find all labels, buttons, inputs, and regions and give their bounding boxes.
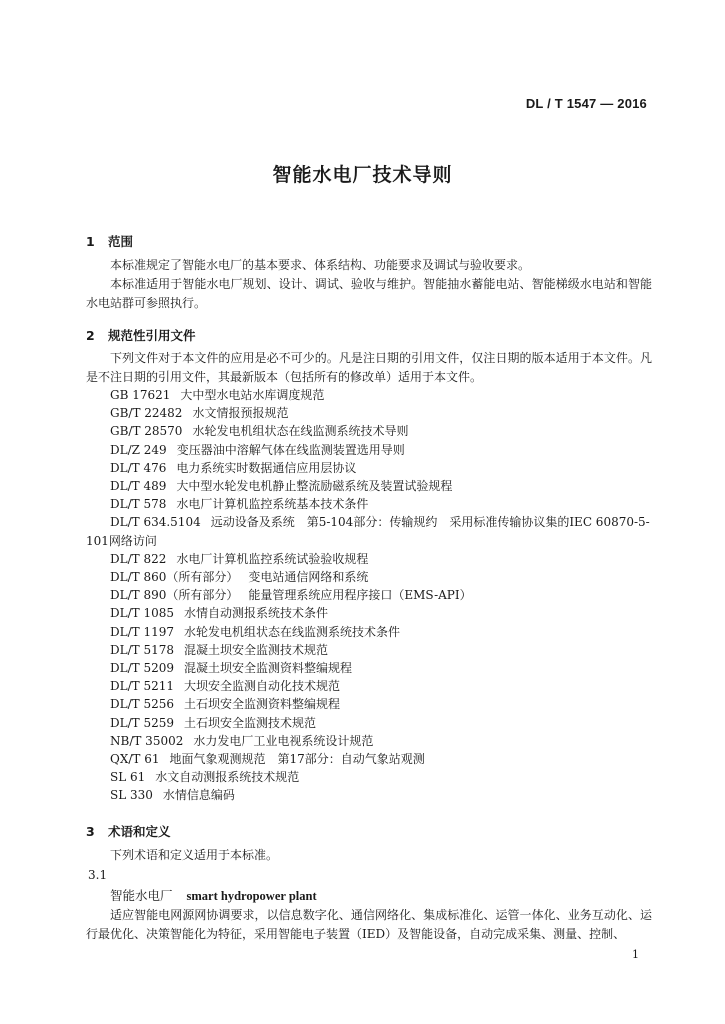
- reference-title: 变压器油中溶解气体在线监测装置选用导则: [176, 442, 405, 457]
- reference-title: 水轮发电机组状态在线监测系统技术条件: [184, 624, 401, 639]
- reference-title: 土石坝安全监测技术规范: [184, 715, 317, 730]
- reference-title: 水力发电厂工业电视系统设计规范: [193, 733, 374, 748]
- reference-item: [86, 422, 656, 440]
- reference-title: 混凝土坝安全监测技术规范: [184, 642, 329, 657]
- reference-list: [86, 386, 656, 805]
- reference-code: DL/T 634.5104: [110, 515, 201, 530]
- reference-code: DL/T 890（所有部分）: [110, 588, 239, 603]
- reference-code: DL/T 5209: [110, 661, 174, 676]
- reference-item: [86, 695, 656, 713]
- reference-code: DL/T 5211: [110, 679, 174, 694]
- section-title: 术语和定义: [108, 824, 171, 839]
- reference-item: [86, 513, 656, 549]
- reference-item: [86, 677, 656, 695]
- reference-item: [86, 641, 656, 659]
- term-definition: 适应智能电网源网协调要求，以信息数字化、通信网络化、集成标准化、运管一体化、业务互动化、运行最优化、决策智能化为特征，采用智能电子装置（IED）及智能设备，自动完成采集、测量、控制、: [86, 908, 652, 941]
- reference-code: DL/Z 249: [110, 442, 167, 457]
- reference-title: 大中型水轮发电机静止整流励磁系统及装置试验规程: [176, 479, 453, 494]
- reference-title: 地面气象观测规范 第17部分：自动气象站观测: [169, 752, 425, 767]
- reference-item: [86, 459, 656, 477]
- terms-intro: 下列术语和定义适用于本标准。: [110, 848, 279, 862]
- reference-item: [86, 714, 656, 732]
- reference-code: DL/T 5256: [110, 697, 174, 712]
- reference-item: [86, 550, 656, 568]
- term-english: smart hydropower plant: [186, 889, 317, 903]
- reference-item: [86, 604, 656, 622]
- reference-code: NB/T 35002: [110, 733, 184, 748]
- scope-paragraph-2: 本标准适用于智能水电厂规划、设计、调试、验收与维护。智能抽水蓄能电站、智能梯级水电站和智能水电站群可参照执行。: [86, 277, 652, 310]
- term-chinese: 智能水电厂: [110, 888, 173, 903]
- reference-code: SL 61: [110, 770, 146, 785]
- reference-title: 大中型水电站水库调度规范: [180, 388, 325, 402]
- reference-item: [86, 404, 656, 422]
- reference-item: [86, 477, 656, 495]
- reference-item: [86, 568, 656, 586]
- reference-title: 远动设备及系统 第5-104部分：传输规约 采用标准传输协议集的IEC 60870-5-101网络访问: [86, 515, 650, 548]
- section-1-heading: [86, 232, 133, 250]
- reference-title: 能量管理系统应用程序接口（EMS-API）: [248, 588, 472, 603]
- scope-paragraph-1: 本标准规定了智能水电厂的基本要求、体系结构、功能要求及调试与验收要求。: [110, 258, 531, 272]
- section-3-heading: [86, 822, 171, 840]
- reference-item: [86, 732, 656, 750]
- reference-title: 混凝土坝安全监测资料整编规程: [184, 661, 353, 676]
- reference-code: DL/T 578: [110, 497, 167, 512]
- section-title: 范围: [108, 234, 134, 249]
- reference-title: 水情信息编码: [162, 788, 235, 803]
- reference-title: 电力系统实时数据通信应用层协议: [176, 460, 357, 475]
- reference-code: DL/T 822: [110, 551, 167, 566]
- section-number: 3: [86, 824, 95, 839]
- reference-code: DL/T 860（所有部分）: [110, 570, 239, 585]
- reference-item: [86, 768, 656, 786]
- reference-title: 变电站通信网络和系统: [248, 570, 369, 585]
- reference-code: DL/T 5259: [110, 715, 174, 730]
- term-heading: [110, 886, 317, 904]
- term-number: 3.1: [88, 868, 108, 882]
- reference-title: 水文自动测报系统技术规范: [155, 770, 300, 785]
- reference-code: GB/T 28570: [110, 424, 183, 439]
- document-title: 智能水电厂技术导则: [272, 164, 453, 186]
- reference-item: [86, 441, 656, 459]
- reference-item: [86, 386, 656, 404]
- reference-item: [86, 659, 656, 677]
- standard-code: DL / T 1547 — 2016: [525, 96, 647, 111]
- reference-code: DL/T 489: [110, 479, 167, 494]
- reference-code: GB 17621: [110, 388, 171, 402]
- reference-title: 水电厂计算机监控系统试验验收规程: [176, 551, 369, 566]
- page-number: 1: [632, 948, 639, 961]
- reference-code: DL/T 1085: [110, 606, 174, 621]
- reference-item: [86, 623, 656, 641]
- reference-code: DL/T 1197: [110, 624, 174, 639]
- section-number: 2: [86, 328, 95, 343]
- reference-title: 大坝安全监测自动化技术规范: [184, 679, 341, 694]
- reference-title: 水电厂计算机监控系统基本技术条件: [176, 497, 369, 512]
- references-intro: 下列文件对于本文件的应用是必不可少的。凡是注日期的引用文件，仅注日期的版本适用于本文件。凡是不注日期的引用文件，其最新版本（包括所有的修改单）适用于本文件。: [86, 351, 652, 384]
- reference-item: [86, 786, 656, 804]
- section-title: 规范性引用文件: [108, 328, 196, 343]
- reference-item: [86, 586, 656, 604]
- reference-code: DL/T 5178: [110, 642, 174, 657]
- reference-item: [86, 495, 656, 513]
- reference-title: 水轮发电机组状态在线监测系统技术导则: [192, 424, 409, 439]
- section-2-heading: [86, 326, 196, 344]
- reference-title: 水文情报预报规范: [192, 406, 289, 421]
- reference-code: SL 330: [110, 788, 153, 803]
- reference-title: 土石坝安全监测资料整编规程: [184, 697, 341, 712]
- section-number: 1: [86, 234, 95, 249]
- reference-code: DL/T 476: [110, 460, 167, 475]
- reference-title: 水情自动测报系统技术条件: [184, 606, 329, 621]
- reference-item: [86, 750, 656, 768]
- reference-code: QX/T 61: [110, 752, 160, 767]
- reference-code: GB/T 22482: [110, 406, 183, 421]
